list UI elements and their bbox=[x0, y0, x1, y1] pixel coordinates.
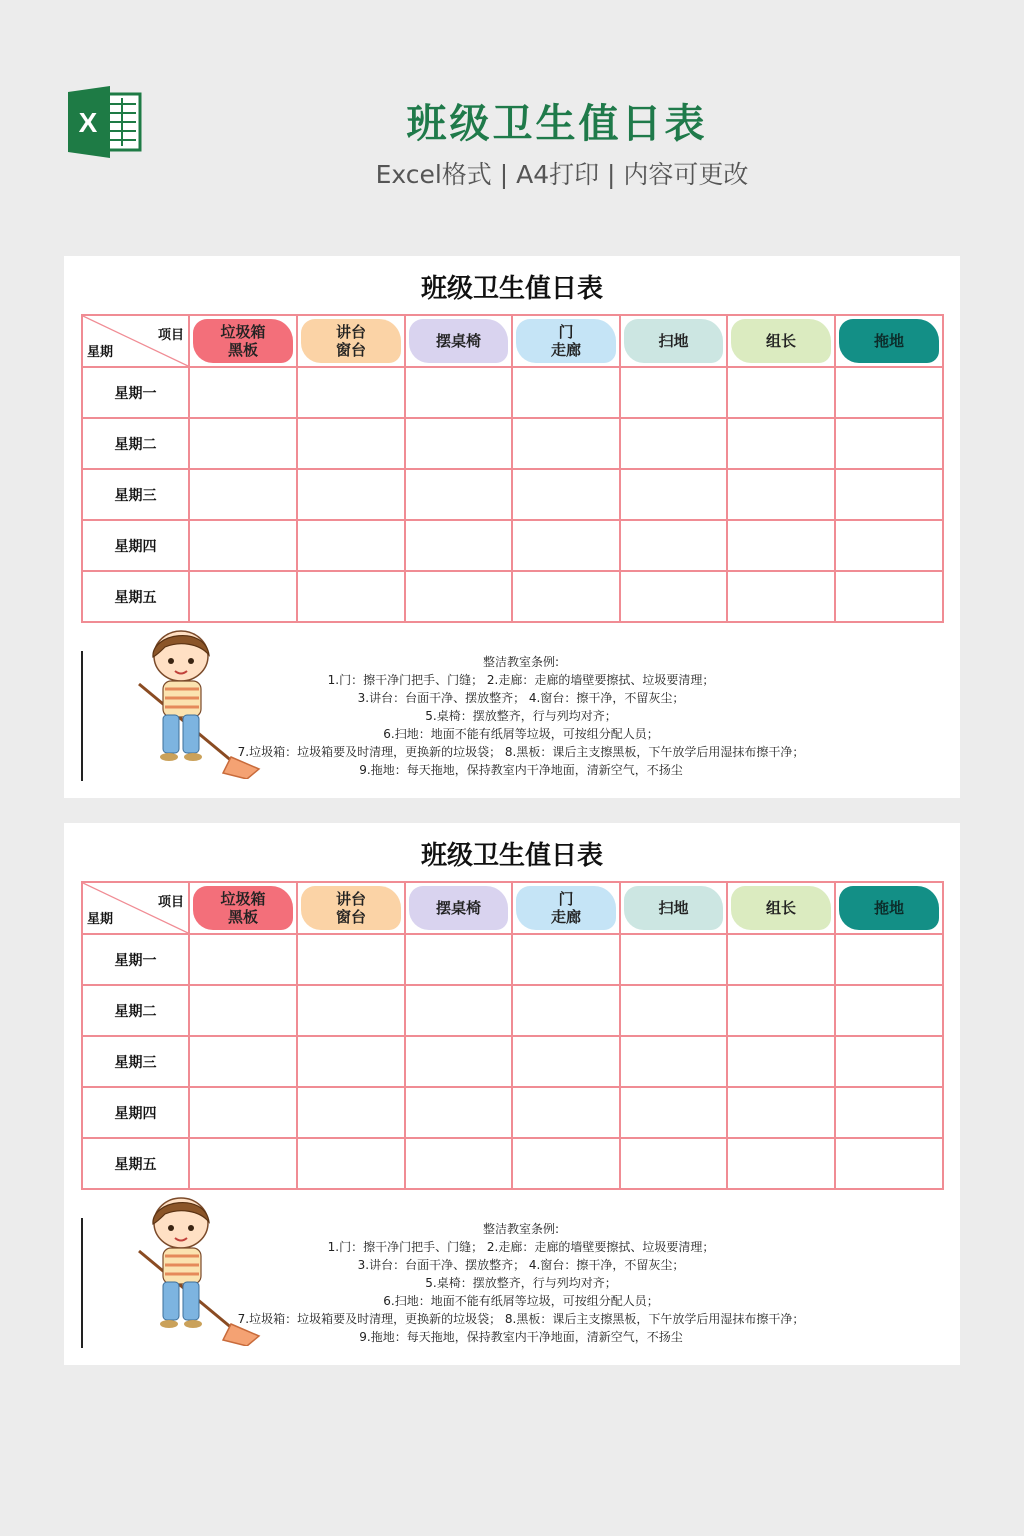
table-row bbox=[82, 1087, 943, 1138]
duty-cell[interactable] bbox=[620, 571, 727, 622]
rules-section bbox=[81, 1218, 943, 1353]
duty-cell[interactable] bbox=[727, 1036, 835, 1087]
rules-text bbox=[221, 653, 821, 779]
duty-cell[interactable] bbox=[189, 1087, 297, 1138]
duty-cell[interactable] bbox=[835, 1087, 943, 1138]
col-header-leader: 组长 bbox=[727, 315, 835, 367]
duty-cell[interactable] bbox=[405, 1087, 512, 1138]
duty-cell[interactable] bbox=[189, 985, 297, 1036]
row-label: 星期二 bbox=[82, 985, 189, 1036]
duty-cell[interactable] bbox=[835, 1138, 943, 1189]
duty-cell[interactable] bbox=[620, 367, 727, 418]
row-label: 星期四 bbox=[82, 1087, 189, 1138]
corner-cell bbox=[82, 315, 189, 367]
col-header-desks: 摆桌椅 bbox=[405, 882, 512, 934]
corner-weekday-label: 星期 bbox=[87, 912, 114, 927]
duty-cell[interactable] bbox=[620, 418, 727, 469]
duty-cell[interactable] bbox=[620, 1036, 727, 1087]
table-row bbox=[82, 571, 943, 622]
duty-cell[interactable] bbox=[189, 1036, 297, 1087]
table-row bbox=[82, 1036, 943, 1087]
rules-divider bbox=[81, 651, 83, 781]
duty-cell[interactable] bbox=[620, 520, 727, 571]
duty-table bbox=[81, 314, 944, 623]
duty-cell[interactable] bbox=[727, 1138, 835, 1189]
col-header-trash-blackboard: 垃圾箱 黑板 bbox=[189, 882, 297, 934]
duty-cell[interactable] bbox=[405, 1138, 512, 1189]
duty-cell[interactable] bbox=[512, 1087, 620, 1138]
duty-cell[interactable] bbox=[189, 1138, 297, 1189]
duty-cell[interactable] bbox=[835, 571, 943, 622]
duty-cell[interactable] bbox=[727, 367, 835, 418]
duty-cell[interactable] bbox=[620, 469, 727, 520]
duty-cell[interactable] bbox=[189, 469, 297, 520]
duty-cell[interactable] bbox=[297, 469, 405, 520]
rules-text bbox=[221, 1220, 821, 1346]
duty-cell[interactable] bbox=[620, 1138, 727, 1189]
duty-cell[interactable] bbox=[512, 520, 620, 571]
duty-cell[interactable] bbox=[727, 469, 835, 520]
duty-cell[interactable] bbox=[727, 418, 835, 469]
duty-cell[interactable] bbox=[297, 367, 405, 418]
rule-line: 3.讲台：台面干净、摆放整齐； 4.窗台：擦干净，不留灰尘； bbox=[357, 691, 685, 705]
duty-cell[interactable] bbox=[512, 1036, 620, 1087]
rules-heading: 整洁教室条例: bbox=[482, 1222, 560, 1236]
duty-cell[interactable] bbox=[727, 571, 835, 622]
duty-cell[interactable] bbox=[727, 520, 835, 571]
row-label: 星期三 bbox=[82, 1036, 189, 1087]
duty-cell[interactable] bbox=[405, 520, 512, 571]
duty-cell[interactable] bbox=[405, 367, 512, 418]
row-label: 星期五 bbox=[82, 571, 189, 622]
corner-cell bbox=[82, 882, 189, 934]
header-row bbox=[82, 882, 943, 934]
rule-line: 9.拖地：每天拖地，保持教室内干净地面，清新空气，不扬尘 bbox=[359, 763, 683, 777]
duty-cell[interactable] bbox=[189, 367, 297, 418]
rule-line: 6.扫地：地面不能有纸屑等垃圾，可按组分配人员； bbox=[383, 727, 659, 741]
col-header-mop: 拖地 bbox=[835, 315, 943, 367]
sheet-title: 班级卫生值日表 bbox=[420, 274, 603, 304]
table-row bbox=[82, 469, 943, 520]
duty-cell[interactable] bbox=[405, 418, 512, 469]
col-header-sweep: 扫地 bbox=[620, 882, 727, 934]
row-label: 星期四 bbox=[82, 520, 189, 571]
col-header-sweep: 扫地 bbox=[620, 315, 727, 367]
duty-cell[interactable] bbox=[405, 985, 512, 1036]
duty-cell[interactable] bbox=[297, 1036, 405, 1087]
duty-cell[interactable] bbox=[620, 934, 727, 985]
table-row bbox=[82, 985, 943, 1036]
table-row bbox=[82, 934, 943, 985]
duty-cell[interactable] bbox=[835, 469, 943, 520]
duty-cell[interactable] bbox=[835, 520, 943, 571]
duty-cell[interactable] bbox=[512, 469, 620, 520]
duty-cell[interactable] bbox=[297, 571, 405, 622]
duty-cell[interactable] bbox=[512, 1138, 620, 1189]
duty-cell[interactable] bbox=[297, 520, 405, 571]
rules-heading: 整洁教室条例: bbox=[482, 655, 560, 669]
page-subtitle: Excel格式 | A4打印 | 内容可更改 bbox=[375, 160, 749, 189]
corner-weekday-label: 星期 bbox=[87, 345, 114, 360]
duty-cell[interactable] bbox=[189, 571, 297, 622]
duty-cell[interactable] bbox=[835, 985, 943, 1036]
sheet-title: 班级卫生值日表 bbox=[420, 841, 603, 871]
duty-cell[interactable] bbox=[620, 1087, 727, 1138]
duty-cell[interactable] bbox=[405, 1036, 512, 1087]
rule-line: 9.拖地：每天拖地，保持教室内干净地面，清新空气，不扬尘 bbox=[359, 1330, 683, 1344]
duty-cell[interactable] bbox=[835, 1036, 943, 1087]
duty-cell[interactable] bbox=[512, 418, 620, 469]
row-label: 星期一 bbox=[82, 367, 189, 418]
duty-cell[interactable] bbox=[512, 571, 620, 622]
duty-cell[interactable] bbox=[405, 934, 512, 985]
duty-table bbox=[81, 881, 944, 1190]
duty-cell[interactable] bbox=[405, 571, 512, 622]
duty-cell[interactable] bbox=[189, 934, 297, 985]
row-label: 星期三 bbox=[82, 469, 189, 520]
duty-cell[interactable] bbox=[620, 985, 727, 1036]
duty-cell[interactable] bbox=[512, 934, 620, 985]
rule-line: 7.垃圾箱：垃圾箱要及时清理，更换新的垃圾袋； 8.黑板：课后主支擦黑板，下午放学后用湿抹布擦干净； bbox=[237, 745, 805, 759]
rule-line: 5.桌椅：摆放整齐，行与列均对齐； bbox=[425, 1276, 617, 1290]
rule-line: 1.门：擦干净门把手、门缝； 2.走廊：走廊的墙壁要擦拭、垃圾要清理； bbox=[327, 1240, 715, 1254]
duty-sheet-1 bbox=[64, 256, 960, 798]
duty-cell[interactable] bbox=[297, 1087, 405, 1138]
duty-cell[interactable] bbox=[189, 418, 297, 469]
table-row bbox=[82, 418, 943, 469]
duty-cell[interactable] bbox=[297, 1138, 405, 1189]
col-header-door-corridor: 门 走廊 bbox=[512, 882, 620, 934]
col-header-door-corridor: 门 走廊 bbox=[512, 315, 620, 367]
duty-cell[interactable] bbox=[512, 367, 620, 418]
rule-line: 6.扫地：地面不能有纸屑等垃圾，可按组分配人员； bbox=[383, 1294, 659, 1308]
header-row bbox=[82, 315, 943, 367]
rule-line: 3.讲台：台面干净、摆放整齐； 4.窗台：擦干净，不留灰尘； bbox=[357, 1258, 685, 1272]
col-header-trash-blackboard: 垃圾箱 黑板 bbox=[189, 315, 297, 367]
duty-cell[interactable] bbox=[727, 1087, 835, 1138]
corner-item-label: 项目 bbox=[157, 895, 184, 910]
col-header-podium-windowsill: 讲台 窗台 bbox=[297, 882, 405, 934]
duty-sheet-2 bbox=[64, 823, 960, 1365]
corner-item-label: 项目 bbox=[157, 328, 184, 343]
duty-cell[interactable] bbox=[835, 367, 943, 418]
row-label: 星期一 bbox=[82, 934, 189, 985]
rule-line: 1.门：擦干净门把手、门缝； 2.走廊：走廊的墙壁要擦拭、垃圾要清理； bbox=[327, 673, 715, 687]
duty-cell[interactable] bbox=[835, 934, 943, 985]
row-label: 星期二 bbox=[82, 418, 189, 469]
col-header-mop: 拖地 bbox=[835, 882, 943, 934]
rules-divider bbox=[81, 1218, 83, 1348]
hero-header bbox=[0, 0, 1024, 230]
excel-logo-letter: X bbox=[78, 107, 98, 138]
rules-section bbox=[81, 651, 943, 786]
table-row bbox=[82, 520, 943, 571]
col-header-leader: 组长 bbox=[727, 882, 835, 934]
rule-line: 5.桌椅：摆放整齐，行与列均对齐； bbox=[425, 709, 617, 723]
duty-cell[interactable] bbox=[835, 418, 943, 469]
row-label: 星期五 bbox=[82, 1138, 189, 1189]
duty-cell[interactable] bbox=[727, 934, 835, 985]
duty-cell[interactable] bbox=[297, 418, 405, 469]
page-title: 班级卫生值日表 bbox=[406, 101, 708, 147]
duty-cell[interactable] bbox=[189, 520, 297, 571]
rule-line: 7.垃圾箱：垃圾箱要及时清理，更换新的垃圾袋； 8.黑板：课后主支擦黑板，下午放学后用湿抹布擦干净； bbox=[237, 1312, 805, 1326]
duty-cell[interactable] bbox=[297, 934, 405, 985]
table-row bbox=[82, 1138, 943, 1189]
duty-cell[interactable] bbox=[727, 985, 835, 1036]
col-header-podium-windowsill: 讲台 窗台 bbox=[297, 315, 405, 367]
duty-cell[interactable] bbox=[512, 985, 620, 1036]
duty-cell[interactable] bbox=[405, 469, 512, 520]
table-row bbox=[82, 367, 943, 418]
duty-cell[interactable] bbox=[297, 985, 405, 1036]
col-header-desks: 摆桌椅 bbox=[405, 315, 512, 367]
